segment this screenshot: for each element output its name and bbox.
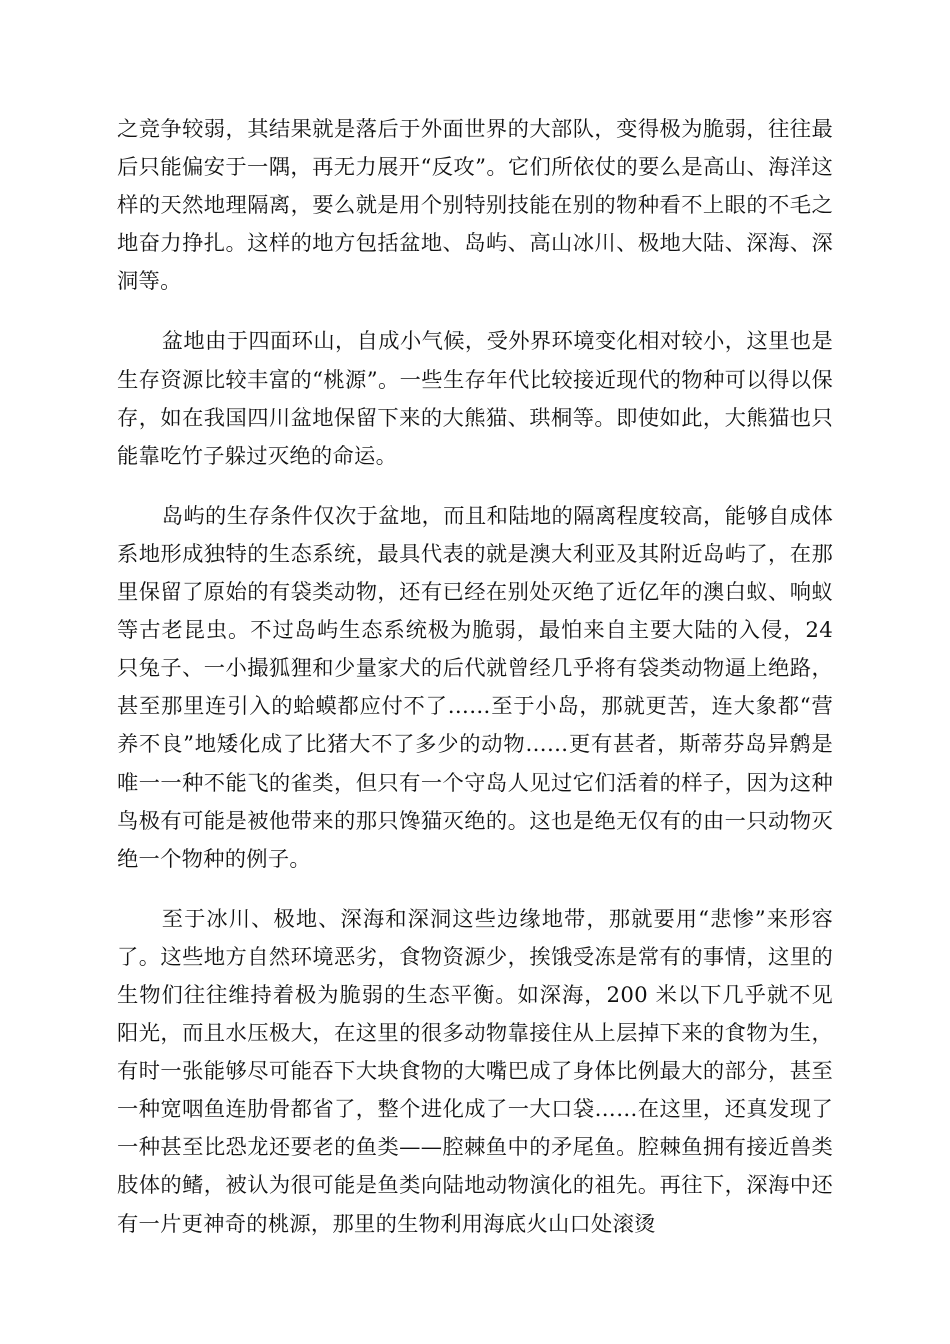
paragraph-2: 盆地由于四面环山，自成小气候，受外界环境变化相对较小，这里也是生存资源比较丰富的“桃源”。一些生存年代比较接近现代的物种可以得以保存，如在我国四川盆地保留下来的大熊猫、珙桐等。即使如此，大熊猫也只能靠吃竹子躲过灭绝的命运。	[117, 329, 833, 469]
paragraph-gap	[117, 879, 833, 901]
paragraph-4: 至于冰川、极地、深海和深洞这些边缘地带，那就要用“悲惨”来形容了。这些地方自然环境恶劣，食物资源少，挨饿受冻是常有的事情，这里的生物们往往维持着极为脆弱的生态平衡。如深海，200 米以下几乎就不见阳光，而且水压极大，在这里的很多动物靠接住从上层掉下来的食物为生，有时一张能够尽可能吞下大块食物的大嘴巴成了身体比例最大的部分，甚至一种宽咽鱼连肋骨都省了，整个进化成了一大口袋……在这里，还真发现了一种甚至比恐龙还要老的鱼类——腔棘鱼中的矛尾鱼。腔棘鱼拥有接近兽类肢体的鳍，被认为很可能是鱼类向陆地动物演化的祖先。再往下，深海中还有一片更神奇的桃源，那里的生物利用海底火山口处滚烫	[117, 906, 833, 1237]
paragraph-1: 之竞争较弱，其结果就是落后于外面世界的大部队，变得极为脆弱，往往最后只能偏安于一隅，再无力展开“反攻”。它们所依仗的要么是高山、海洋这样的天然地理隔离，要么就是用个别特别技能在别的物种看不上眼的不毛之地奋力挣扎。这样的地方包括盆地、岛屿、高山冰川、极地大陆、深海、深洞等。	[117, 117, 833, 295]
body-text	[117, 111, 833, 1244]
paragraph-3: 岛屿的生存条件仅次于盆地，而且和陆地的隔离程度较高，能够自成体系地形成独特的生态系统，最具代表的就是澳大利亚及其附近岛屿了，在那里保留了原始的有袋类动物，还有已经在别处灭绝了近亿年的澳白蚁、响蚁等古老昆虫。不过岛屿生态系统极为脆弱，最怕来自主要大陆的入侵，24 只兔子、一小撮狐狸和少量家犬的后代就曾经几乎将有袋类动物逼上绝路，甚至那里连引入的蛤蟆都应付不了……至于小岛，那就更苦，连大象都“营养不良”地矮化成了比猪大不了多少的动物……更有甚者，斯蒂芬岛异鹩是唯一一种不能飞的雀类，但只有一个守岛人见过它们活着的样子，因为这种鸟极有可能是被他带来的那只馋猫灭绝的。这也是绝无仅有的由一只动物灭绝一个物种的例子。	[117, 503, 833, 872]
paragraph-gap	[117, 301, 833, 323]
paragraph-gap	[117, 476, 833, 498]
